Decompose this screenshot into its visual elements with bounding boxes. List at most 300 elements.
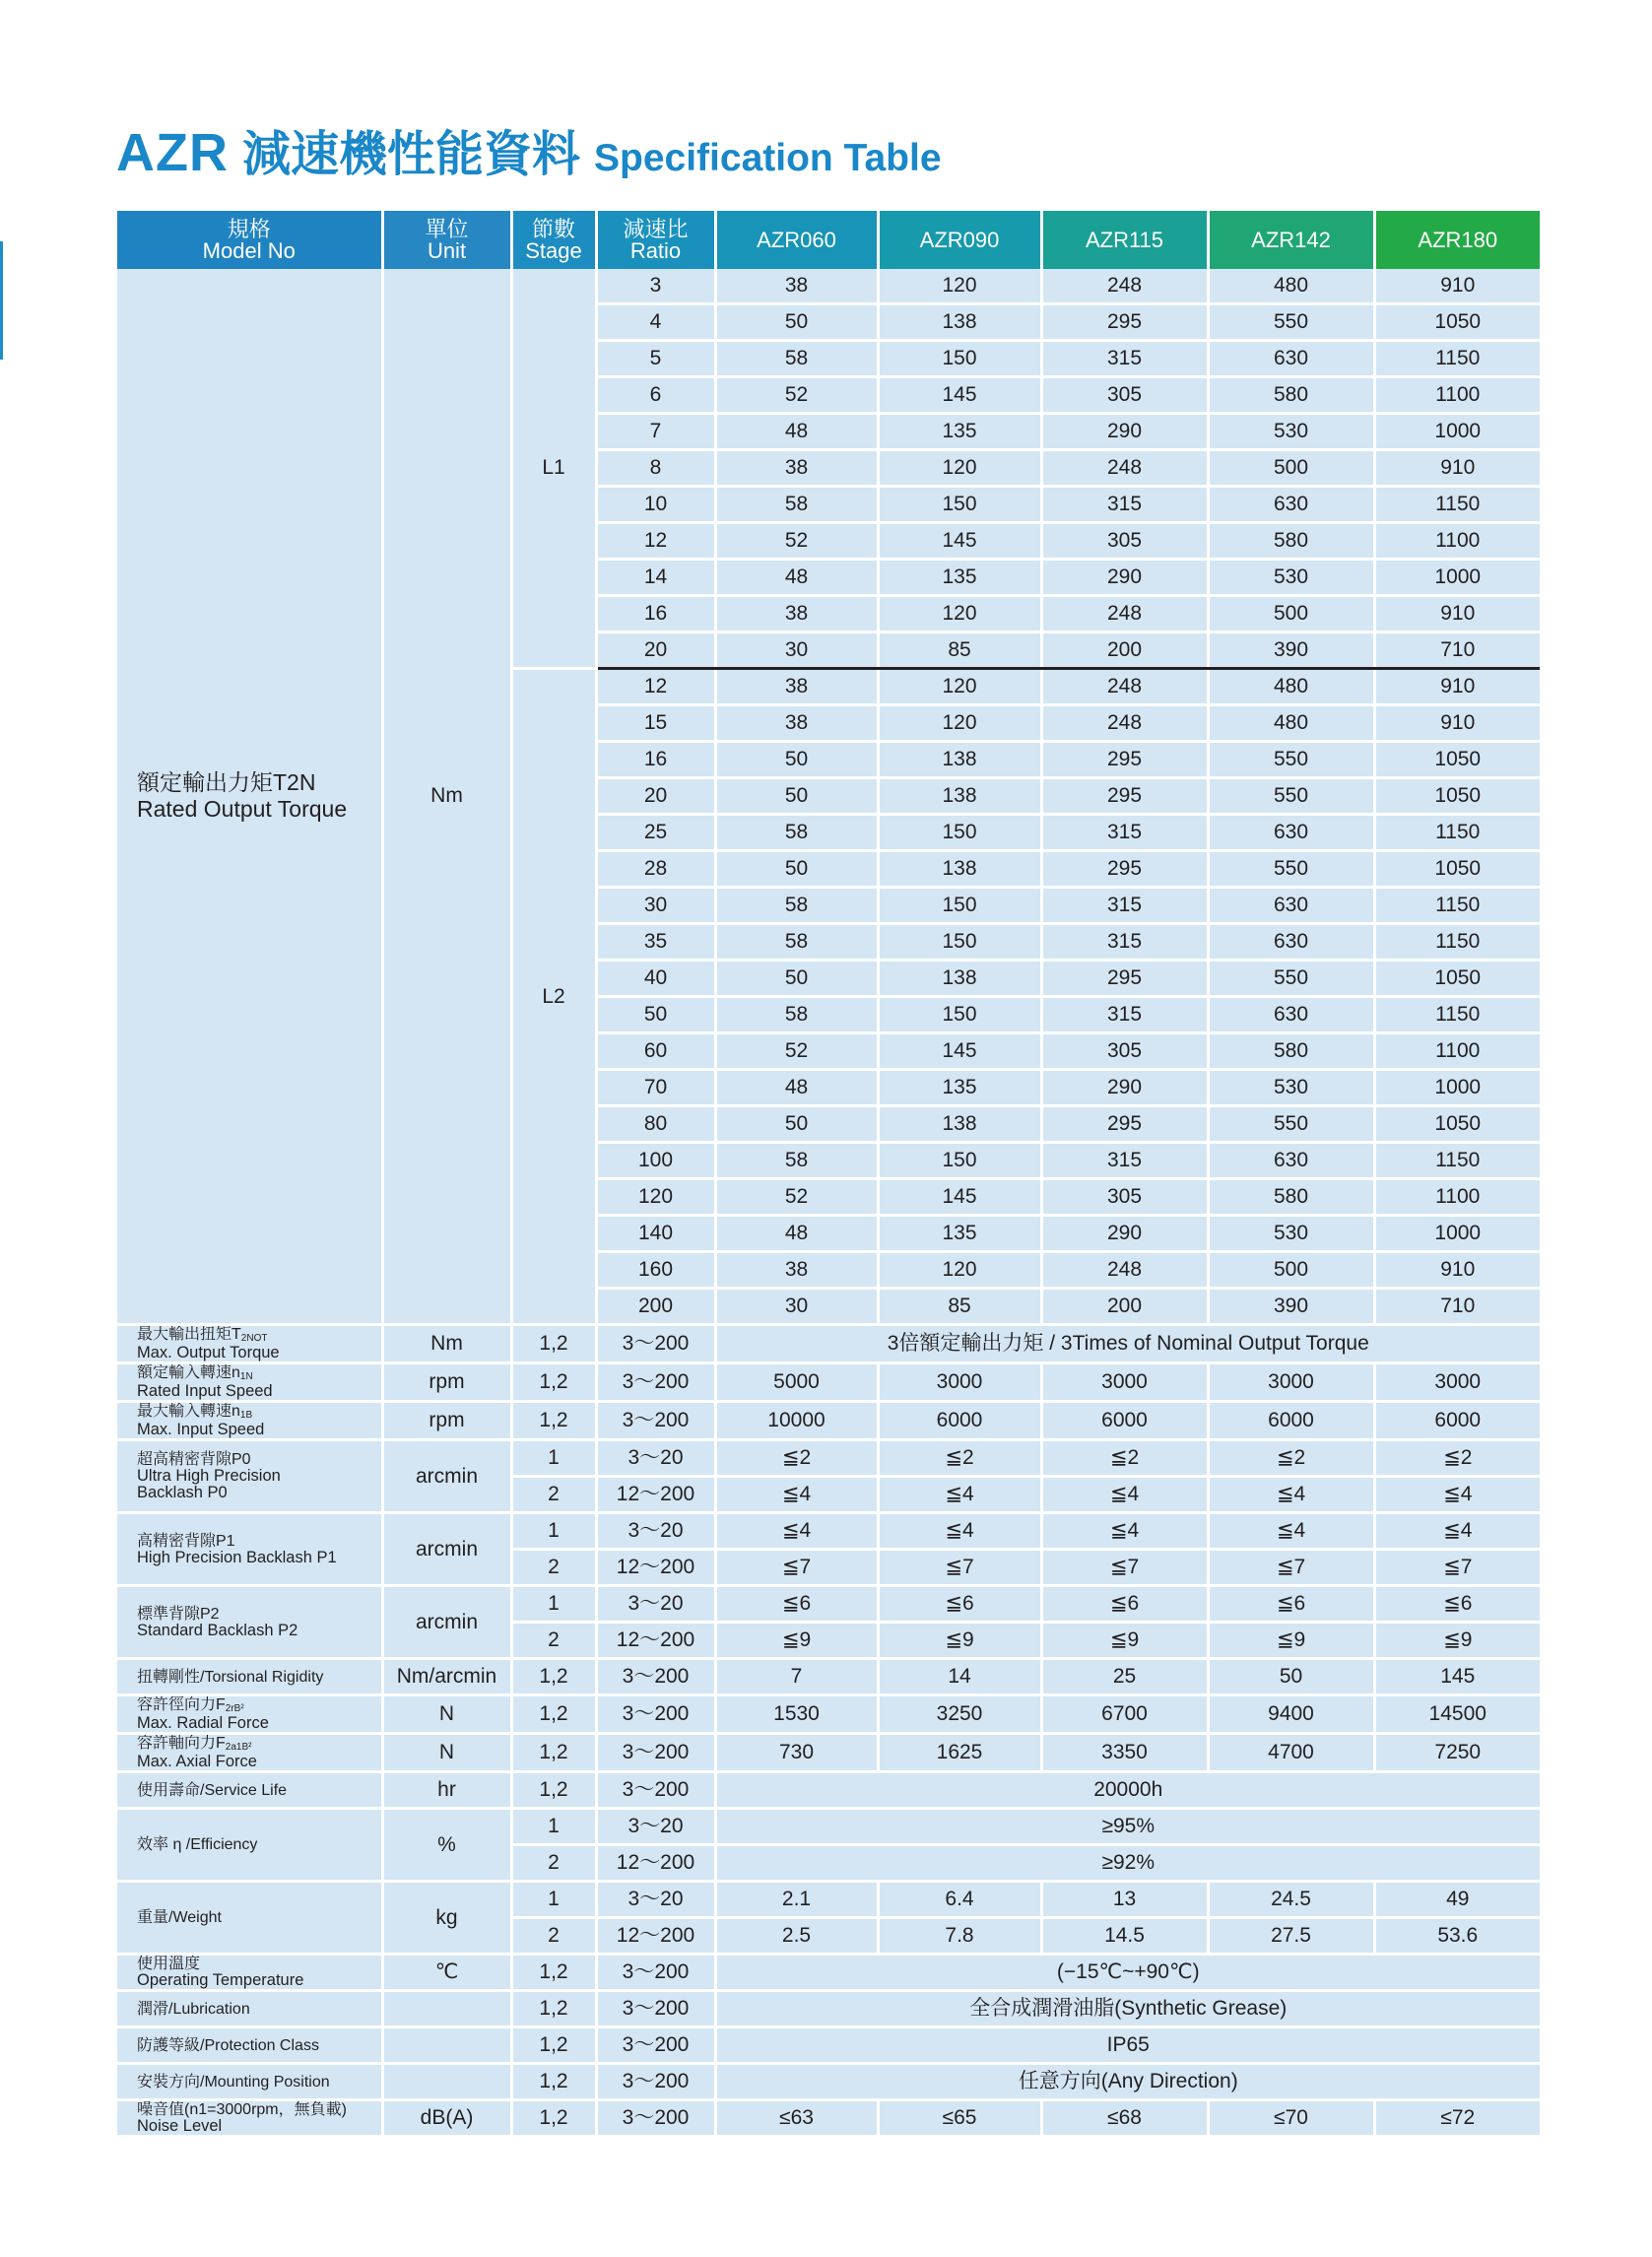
value-azr090: 150 [878,487,1041,523]
spec-label [117,1363,382,1402]
spec-label-zh: 額定輸入轉速n [137,1364,240,1381]
value-azr115: 6000 [1041,1402,1208,1440]
spec-label-zh: 扭轉剛性/Torsional Rigidity [137,1668,324,1686]
header-ratio-zh: 減速比 [623,216,689,241]
value-azr142: ≦9 [1208,1623,1374,1659]
value-azr090: 138 [878,1106,1041,1143]
spec-label-zh: 高精密背隙P1 [137,1532,235,1550]
value-azr090: ≤65 [878,2100,1041,2137]
spec-label-zh: 重量/Weight [137,1909,222,1926]
value-azr115: 248 [1041,705,1208,742]
ratio-cell: 3～200 [596,2064,715,2100]
value-azr115: 13 [1041,1882,1208,1918]
value-azr115: 315 [1041,924,1208,961]
ratio-cell: 8 [596,450,715,487]
value-azr090: 6000 [878,1402,1041,1440]
ratio-cell: 3～200 [596,1402,715,1440]
value-azr142: 530 [1208,1070,1374,1106]
value-azr142: ≦4 [1208,1477,1374,1513]
ratio-cell: 3～200 [596,1955,715,1991]
spec-label [117,1734,382,1772]
stage-cell: 2 [511,1550,596,1586]
table-row [117,1772,1540,1809]
ratio-cell: 12 [596,669,715,705]
ratio-cell: 3～20 [596,1809,715,1845]
value-azr115: 295 [1041,304,1208,341]
spec-label [117,1991,382,2027]
value-azr180: 1000 [1374,1216,1540,1252]
value-azr060: 38 [715,705,878,742]
value-azr180: 910 [1374,705,1540,742]
value-azr060: 52 [715,523,878,560]
value-azr115: 290 [1041,1070,1208,1106]
header-model-no [117,211,382,269]
value-azr090: 145 [878,523,1041,560]
value-azr142: 630 [1208,997,1374,1033]
value-azr180: 1050 [1374,742,1540,778]
value-azr180: 1000 [1374,414,1540,450]
spec-label-en: Noise Level [137,2117,223,2135]
value-azr142: 550 [1208,778,1374,815]
ratio-cell: 25 [596,815,715,851]
ratio-cell: 12～200 [596,1550,715,1586]
table-row [117,1363,1540,1402]
value-azr115: 315 [1041,888,1208,924]
value-azr142: ≤70 [1208,2100,1374,2137]
value-azr060: ≤63 [715,2100,878,2137]
value-azr115: 315 [1041,815,1208,851]
spec-merged-value: 任意方向(Any Direction) [715,2064,1540,2100]
ratio-cell: 3～20 [596,1513,715,1550]
value-azr142: 550 [1208,851,1374,888]
value-azr180: 910 [1374,596,1540,632]
spec-label-zh: 噪音值(n1=3000rpm，無負載) [137,2101,347,2118]
value-azr060: 50 [715,1106,878,1143]
spec-label-en: Rated Input Speed [137,1382,273,1400]
stage-cell: 1 [511,1440,596,1477]
value-azr142: 390 [1208,632,1374,669]
value-azr142: ≦2 [1208,1440,1374,1477]
value-azr060: 50 [715,961,878,997]
spec-label [117,1402,382,1440]
ratio-cell: 3 [596,269,715,304]
table-row [117,2100,1540,2137]
spec-unit: dB(A) [382,2100,511,2137]
value-azr090: 7.8 [878,1918,1041,1955]
spec-unit: rpm [382,1402,511,1440]
value-azr142: 3000 [1208,1363,1374,1402]
spec-label [117,2100,382,2137]
table-row [117,1513,1540,1550]
stage-cell: 1,2 [511,2064,596,2100]
value-azr115: ≦9 [1041,1623,1208,1659]
spec-label-zh: 容許徑向力F [137,1696,226,1713]
header-unit [382,211,511,269]
stage-cell: 1,2 [511,1955,596,1991]
value-azr142: 550 [1208,1106,1374,1143]
rated-torque-unit: Nm [382,269,511,1325]
ratio-cell: 100 [596,1143,715,1179]
value-azr115: 3350 [1041,1734,1208,1772]
value-azr060: 50 [715,742,878,778]
spec-label-en-line2: Backlash P0 [137,1484,228,1501]
header-model-azr115: AZR115 [1041,211,1208,269]
spec-label-subscript: 2NOT [240,1333,268,1344]
value-azr180: 49 [1374,1882,1540,1918]
spec-label-en: Max. Output Torque [137,1344,280,1361]
stage-cell: 1,2 [511,1659,596,1695]
value-azr090: 3250 [878,1695,1041,1734]
value-azr180: 1100 [1374,523,1540,560]
spec-label-zh: 使用壽命/Service Life [137,1781,288,1799]
stage-cell: 1 [511,1586,596,1623]
ratio-cell: 3～200 [596,2027,715,2064]
spec-label-en: High Precision Backlash P1 [137,1548,337,1566]
value-azr090: ≦7 [878,1550,1041,1586]
value-azr115: ≦4 [1041,1477,1208,1513]
spec-label [117,1955,382,1991]
table-header [117,211,1540,269]
ratio-cell: 3～200 [596,2100,715,2137]
spec-unit: arcmin [382,1440,511,1513]
stage-cell: 1 [511,1882,596,1918]
table-row [117,1586,1540,1623]
value-azr180: 53.6 [1374,1918,1540,1955]
table-row [117,1809,1540,1845]
spec-unit: N [382,1695,511,1734]
ratio-cell: 20 [596,632,715,669]
ratio-cell: 3～200 [596,1991,715,2027]
value-azr142: 500 [1208,450,1374,487]
value-azr090: 14 [878,1659,1041,1695]
spec-label-zh: 潤滑/Lubrication [137,2000,250,2018]
ratio-cell: 16 [596,742,715,778]
value-azr180: 710 [1374,1289,1540,1325]
spec-label-zh: 標準背隙P2 [137,1605,220,1623]
value-azr142: 500 [1208,1252,1374,1289]
value-azr142: 480 [1208,705,1374,742]
value-azr180: 1150 [1374,487,1540,523]
value-azr115: 315 [1041,487,1208,523]
value-azr090: 135 [878,1216,1041,1252]
value-azr090: 120 [878,669,1041,705]
value-azr090: 150 [878,924,1041,961]
value-azr090: 145 [878,377,1041,414]
value-azr090: ≦6 [878,1586,1041,1623]
value-azr142: 6000 [1208,1402,1374,1440]
table-row [117,1955,1540,1991]
stage-cell: 2 [511,1477,596,1513]
header-unit-zh: 單位 [425,216,469,241]
ratio-cell: 35 [596,924,715,961]
value-azr180: 1150 [1374,341,1540,377]
value-azr115: 305 [1041,1033,1208,1070]
spec-label [117,1325,382,1363]
spec-unit [382,1991,511,2027]
value-azr090: 120 [878,269,1041,304]
spec-label-en: Max. Input Speed [137,1421,265,1438]
value-azr115: 25 [1041,1659,1208,1695]
spec-merged-value: ≥95% [715,1809,1540,1845]
value-azr060: 52 [715,1179,878,1216]
value-azr060: 7 [715,1659,878,1695]
ratio-cell: 3～20 [596,1882,715,1918]
spec-label [117,1809,382,1882]
value-azr060: 58 [715,487,878,523]
spec-label-zh: 容許軸向力F [137,1735,226,1752]
value-azr090: ≦4 [878,1513,1041,1550]
ratio-cell: 70 [596,1070,715,1106]
value-azr142: ≦6 [1208,1586,1374,1623]
ratio-cell: 40 [596,961,715,997]
header-stage [511,211,596,269]
value-azr060: 50 [715,778,878,815]
value-azr180: 1050 [1374,304,1540,341]
value-azr180: 145 [1374,1659,1540,1695]
ratio-cell: 3～200 [596,1363,715,1402]
value-azr180: 1100 [1374,1033,1540,1070]
title-chinese: 減速機性能資料 [241,128,580,181]
stage-cell: 2 [511,1845,596,1882]
header-ratio-en: Ratio [629,237,682,263]
ratio-cell: 3～20 [596,1440,715,1477]
header-row [117,211,1540,269]
stage-cell: 1,2 [511,2027,596,2064]
value-azr115: 248 [1041,1252,1208,1289]
value-azr115: 14.5 [1041,1918,1208,1955]
ratio-cell: 6 [596,377,715,414]
value-azr180: 1100 [1374,1179,1540,1216]
ratio-cell: 60 [596,1033,715,1070]
table-row [117,1695,1540,1734]
value-azr180: 14500 [1374,1695,1540,1734]
spec-label-en: Ultra High Precision [137,1467,281,1485]
spec-label-en: Standard Backlash P2 [137,1621,298,1639]
spec-label [117,2027,382,2064]
spec-merged-value: 20000h [715,1772,1540,1809]
value-azr060: 30 [715,1289,878,1325]
value-azr180: 1050 [1374,778,1540,815]
value-azr090: 150 [878,1143,1041,1179]
value-azr180: ≦2 [1374,1440,1540,1477]
value-azr142: 630 [1208,1143,1374,1179]
spec-label [117,1772,382,1809]
value-azr060: ≦6 [715,1586,878,1623]
value-azr060: 48 [715,1070,878,1106]
value-azr142: 580 [1208,523,1374,560]
value-azr060: ≦4 [715,1477,878,1513]
value-azr142: 480 [1208,269,1374,304]
ratio-cell: 160 [596,1252,715,1289]
value-azr060: 730 [715,1734,878,1772]
value-azr142: 580 [1208,377,1374,414]
spec-label-zh: 最大輸入轉速n [137,1403,240,1420]
table-row [117,2027,1540,2064]
spec-label [117,2064,382,2100]
value-azr060: 38 [715,269,878,304]
spec-unit: arcmin [382,1586,511,1659]
value-azr180: 1150 [1374,924,1540,961]
value-azr180: ≦4 [1374,1477,1540,1513]
value-azr142: 630 [1208,888,1374,924]
ratio-cell: 50 [596,997,715,1033]
value-azr060: ≦2 [715,1440,878,1477]
side-accent-bar [0,241,3,360]
value-azr142: 580 [1208,1033,1374,1070]
stage-cell: L2 [511,669,596,1325]
ratio-cell: 5 [596,341,715,377]
ratio-cell: 3～200 [596,1734,715,1772]
spec-label [117,1440,382,1513]
header-model-en: Model No [202,237,296,263]
header-model-azr142: AZR142 [1208,211,1374,269]
value-azr090: ≦4 [878,1477,1041,1513]
value-azr115: 295 [1041,778,1208,815]
value-azr060: 30 [715,632,878,669]
value-azr180: 910 [1374,269,1540,304]
value-azr180: ≤72 [1374,2100,1540,2137]
ratio-cell: 7 [596,414,715,450]
spec-unit: arcmin [382,1513,511,1586]
stage-cell: 2 [511,1623,596,1659]
value-azr180: ≦4 [1374,1513,1540,1550]
spec-label [117,1882,382,1955]
spec-unit: rpm [382,1363,511,1402]
rated-torque-label-zh: 額定輸出力矩T2N [137,769,316,795]
value-azr180: 3000 [1374,1363,1540,1402]
page-title [116,123,942,182]
ratio-cell: 10 [596,487,715,523]
spec-label [117,1586,382,1659]
value-azr142: 630 [1208,487,1374,523]
value-azr115: ≤68 [1041,2100,1208,2137]
value-azr142: 630 [1208,924,1374,961]
value-azr142: 550 [1208,742,1374,778]
spec-label-en: Max. Axial Force [137,1753,257,1770]
value-azr060: 58 [715,997,878,1033]
spec-label-zh: 安裝方向/Mounting Position [137,2073,330,2091]
value-azr060: 38 [715,669,878,705]
value-azr142: ≦7 [1208,1550,1374,1586]
rated-torque-label-en: Rated Output Torque [137,796,348,822]
title-english: Specification Table [594,137,942,179]
stage-cell: 1,2 [511,1363,596,1402]
value-azr060: 38 [715,450,878,487]
spec-unit: % [382,1809,511,1882]
ratio-cell: 80 [596,1106,715,1143]
value-azr180: 7250 [1374,1734,1540,1772]
ratio-cell: 12～200 [596,1623,715,1659]
ratio-cell: 200 [596,1289,715,1325]
ratio-cell: 12 [596,523,715,560]
value-azr142: 27.5 [1208,1918,1374,1955]
value-azr115: 315 [1041,997,1208,1033]
spec-label-subscript: 1B [239,1410,253,1421]
header-ratio [596,211,715,269]
value-azr090: 150 [878,888,1041,924]
value-azr115: 200 [1041,632,1208,669]
value-azr115: 305 [1041,377,1208,414]
value-azr180: 910 [1374,669,1540,705]
spec-merged-value: 3倍額定輸出力矩 / 3Times of Nominal Output Torque [715,1325,1540,1363]
value-azr115: 305 [1041,523,1208,560]
header-model-azr090: AZR090 [878,211,1041,269]
value-azr142: 50 [1208,1659,1374,1695]
value-azr142: 530 [1208,414,1374,450]
spec-label-zh: 防護等級/Protection Class [137,2036,319,2054]
value-azr180: ≦6 [1374,1586,1540,1623]
value-azr060: 58 [715,341,878,377]
value-azr115: 305 [1041,1179,1208,1216]
value-azr090: 120 [878,1252,1041,1289]
ratio-cell: 12～200 [596,1477,715,1513]
value-azr115: 200 [1041,1289,1208,1325]
ratio-cell: 28 [596,851,715,888]
ratio-cell: 3～200 [596,1772,715,1809]
value-azr060: 5000 [715,1363,878,1402]
spec-unit [382,2027,511,2064]
ratio-cell: 15 [596,705,715,742]
value-azr180: ≦7 [1374,1550,1540,1586]
header-model-azr060: AZR060 [715,211,878,269]
ratio-cell: 16 [596,596,715,632]
spec-unit: Nm [382,1325,511,1363]
value-azr142: ≦4 [1208,1513,1374,1550]
value-azr090: 138 [878,851,1041,888]
ratio-cell: 12～200 [596,1845,715,1882]
value-azr090: 150 [878,815,1041,851]
stage-cell: 1,2 [511,1734,596,1772]
value-azr060: 2.5 [715,1918,878,1955]
value-azr142: 390 [1208,1289,1374,1325]
ratio-cell: 3～200 [596,1695,715,1734]
value-azr090: 135 [878,414,1041,450]
spec-unit: Nm/arcmin [382,1659,511,1695]
value-azr180: ≦9 [1374,1623,1540,1659]
value-azr180: 1100 [1374,377,1540,414]
spec-label-subscript: 2a1B² [225,1742,252,1753]
specification-table [117,211,1540,2138]
table-row [117,2064,1540,2100]
value-azr115: ≦6 [1041,1586,1208,1623]
table-row [117,1734,1540,1772]
value-azr060: 1530 [715,1695,878,1734]
value-azr060: 58 [715,815,878,851]
value-azr115: 6700 [1041,1695,1208,1734]
value-azr060: 50 [715,851,878,888]
value-azr060: ≦9 [715,1623,878,1659]
table-row [117,1402,1540,1440]
value-azr115: 248 [1041,596,1208,632]
value-azr180: 1150 [1374,815,1540,851]
spec-merged-value: IP65 [715,2027,1540,2064]
value-azr142: 500 [1208,596,1374,632]
value-azr142: 530 [1208,560,1374,596]
spec-label-subscript: 1N [239,1371,253,1382]
header-model-azr180: AZR180 [1374,211,1540,269]
value-azr115: ≦4 [1041,1513,1208,1550]
value-azr090: 138 [878,778,1041,815]
ratio-cell: 140 [596,1216,715,1252]
stage-cell: 1,2 [511,1772,596,1809]
value-azr180: 910 [1374,1252,1540,1289]
value-azr115: 295 [1041,1106,1208,1143]
value-azr142: 580 [1208,1179,1374,1216]
spec-merged-value: ≥92% [715,1845,1540,1882]
spec-label-en: Operating Temperature [137,1971,304,1989]
value-azr180: 910 [1374,450,1540,487]
value-azr060: 52 [715,377,878,414]
